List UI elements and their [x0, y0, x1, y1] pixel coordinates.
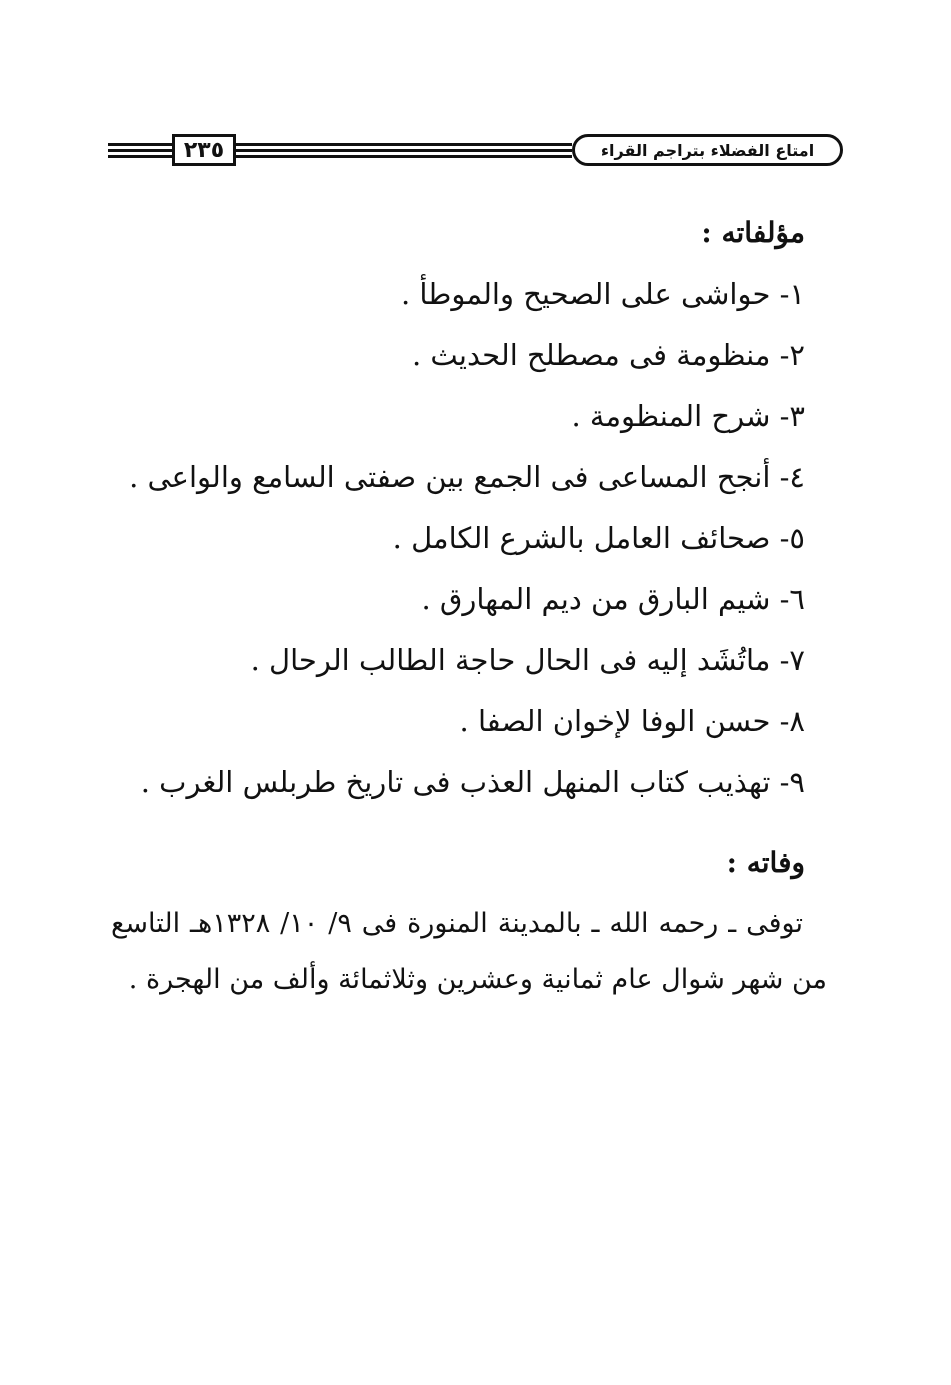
works-heading: مؤلفاته : — [701, 216, 805, 249]
header-rule — [236, 155, 572, 158]
running-title: امتاع الفضلاء بتراجم القراء — [572, 134, 843, 166]
list-item: ٤- أنجح المساعى فى الجمع بين صفتى السامع والواعى . — [129, 460, 805, 494]
list-item: ٣- شرح المنظومة . — [571, 399, 805, 433]
death-heading: وفاته : — [726, 846, 805, 879]
list-item: ٨- حسن الوفا لإخوان الصفا . — [459, 704, 805, 738]
header-rule — [108, 149, 172, 152]
list-item: ٢- منظومة فى مصطلح الحديث . — [411, 338, 805, 372]
header-rule — [108, 155, 172, 158]
list-item: ٥- صحائف العامل بالشرع الكامل . — [392, 521, 805, 555]
header-rule — [236, 143, 572, 146]
list-item: ١- حواشى على الصحيح والموطأ . — [401, 277, 805, 311]
header-rule — [236, 149, 572, 152]
page-number: ٢٣٥ — [172, 134, 236, 166]
list-item: ٩- تهذيب كتاب المنهل العذب فى تاريخ طربلس الغرب . — [140, 765, 805, 799]
header-rule — [108, 143, 172, 146]
works-list — [85, 268, 805, 817]
list-item: ٦- شيم البارق من ديم المهارق . — [421, 582, 805, 616]
death-paragraph: توفى ـ رحمه الله ـ بالمدينة المنورة فى ٩/ ١٠/ ١٣٢٨هـ التاسع من شهر شوال عام ثمانية وعشرين وثلاثمائة وألف من الهجرة . — [111, 908, 827, 995]
page-header — [108, 132, 843, 172]
list-item: ٧- ماتُشَد إليه فى الحال حاجة الطالب الرحال . — [250, 643, 805, 677]
